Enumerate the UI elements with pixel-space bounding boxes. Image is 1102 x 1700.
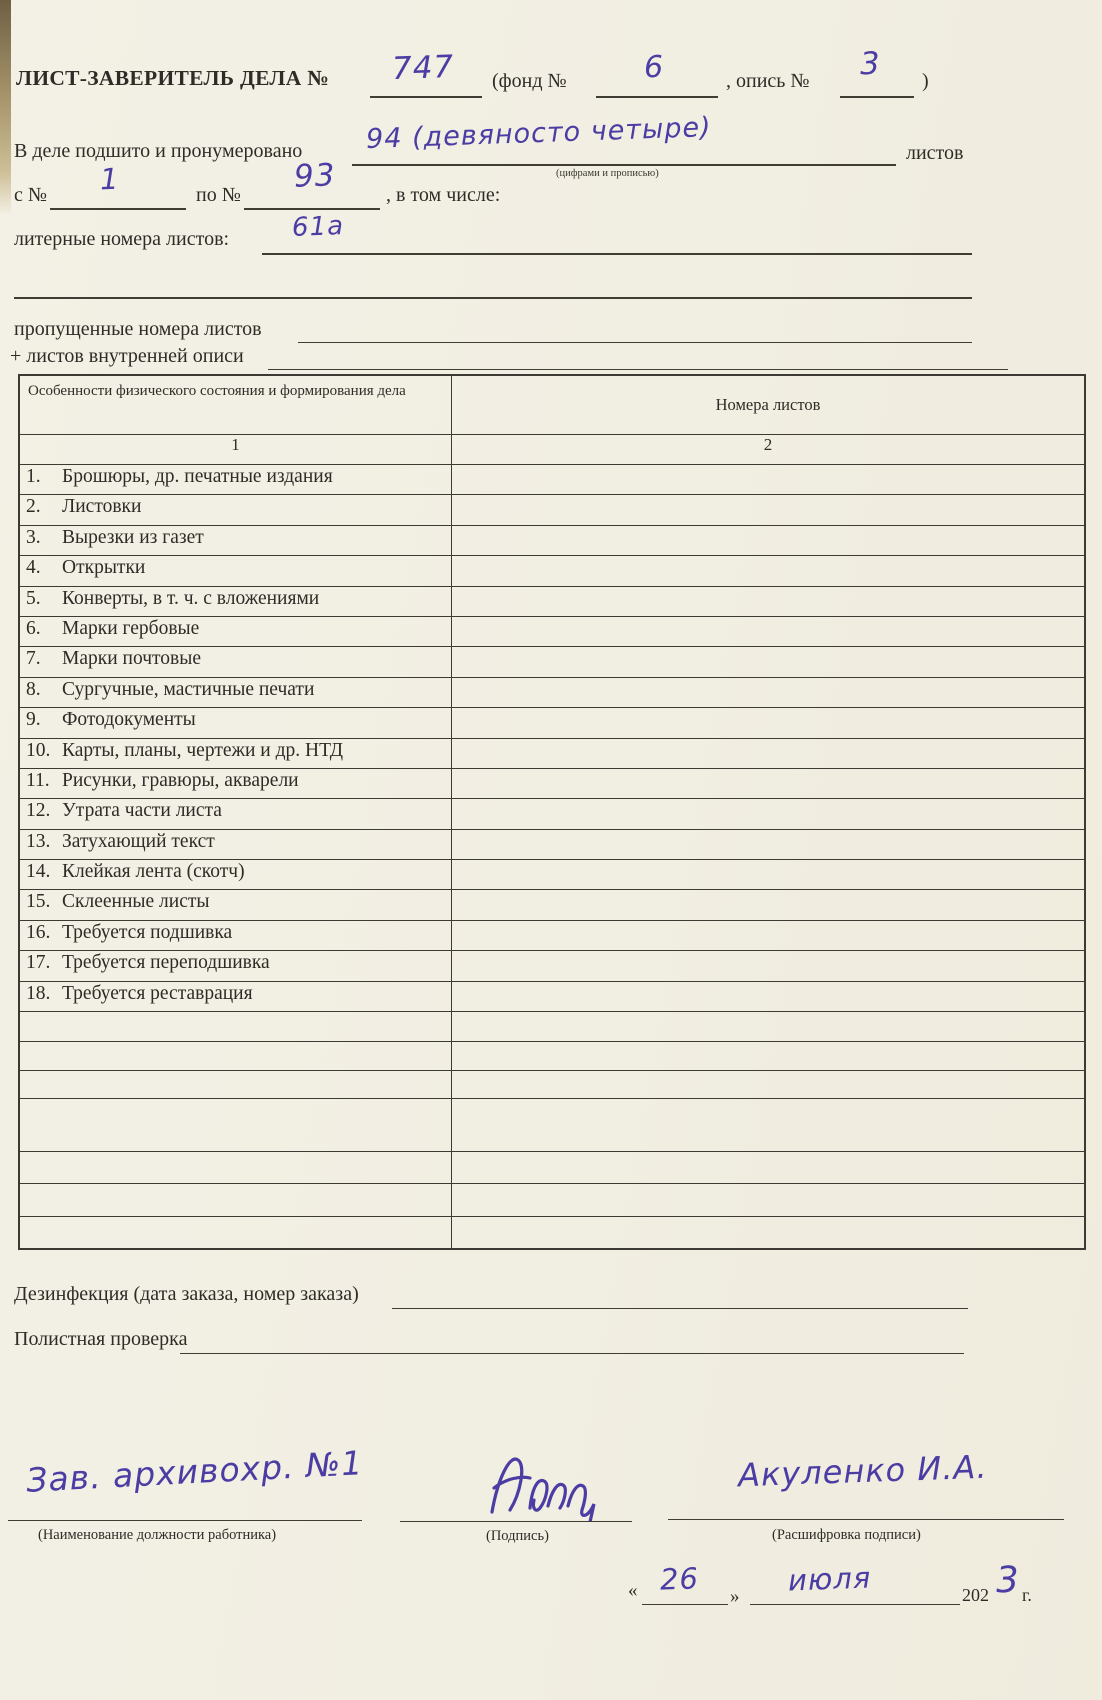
row-label: Склеенные листы (62, 891, 210, 913)
blank-line-case-number (370, 96, 482, 98)
feature-cell-empty (20, 1152, 452, 1183)
col2-number: 2 (763, 435, 773, 454)
feature-cell (20, 678, 452, 707)
row-number: 7. (26, 648, 41, 670)
table-row-empty (20, 1070, 1084, 1098)
sheet-numbers-cell-empty (452, 1217, 1084, 1248)
feature-cell-empty (20, 1217, 452, 1248)
name-line (668, 1519, 1064, 1520)
row-label: Сургучные, мастичные печати (62, 678, 315, 700)
liternye-label: литерные номера листов: (14, 228, 230, 250)
table-body (20, 464, 1084, 1248)
feature-cell (20, 647, 452, 676)
condition-table (18, 374, 1086, 1250)
row-number: 17. (26, 952, 51, 974)
row-number: 8. (26, 678, 41, 700)
blank-line-total (352, 164, 896, 166)
sheet-numbers-cell-empty (452, 1152, 1084, 1183)
row-number: 11. (26, 769, 50, 791)
row-number: 5. (26, 587, 41, 609)
sheet-numbers-cell (452, 739, 1084, 768)
feature-cell (20, 495, 452, 524)
table-row (20, 829, 1084, 859)
blank-line-fond (596, 96, 718, 98)
scan-edge-artifact (0, 0, 11, 215)
table-row (20, 889, 1084, 919)
table-row (20, 950, 1084, 980)
date-day-handwritten: 26 (659, 1561, 700, 1597)
feature-cell (20, 951, 452, 980)
position-caption: (Наименование должности работника) (38, 1527, 277, 1543)
sheet-numbers-cell (452, 556, 1084, 585)
row-number: 15. (26, 891, 51, 913)
table-row (20, 677, 1084, 707)
table-number-row (20, 434, 1084, 464)
blank-line-to (244, 208, 380, 210)
table-row (20, 525, 1084, 555)
table-row (20, 920, 1084, 950)
listov-label: листов (906, 142, 964, 164)
feature-cell (20, 526, 452, 555)
sheet-numbers-cell (452, 526, 1084, 555)
table-row (20, 555, 1084, 585)
row-number: 9. (26, 709, 41, 731)
sheet-numbers-cell (452, 587, 1084, 616)
sheet-numbers-cell-empty (452, 1099, 1084, 1151)
sheet-numbers-cell-empty (452, 1184, 1084, 1216)
disinfection-label: Дезинфекция (дата заказа, номер заказа) (14, 1283, 359, 1305)
col1-header: Особенности физического состояния и формирования дела (20, 376, 452, 434)
sheet-numbers-cell-empty (452, 1042, 1084, 1070)
sheet-numbers-cell (452, 495, 1084, 524)
from-label: с № (14, 184, 47, 206)
blank-line-disinfection (392, 1308, 968, 1309)
row-number: 4. (26, 557, 41, 579)
liternye-value-handwritten: 61а (291, 211, 345, 243)
feature-cell-empty (20, 1071, 452, 1098)
blank-line-continuation (14, 297, 972, 299)
signature-scribble (478, 1448, 608, 1522)
sheet-numbers-cell (452, 465, 1084, 494)
signature-line (400, 1521, 632, 1522)
row-label: Требуется реставрация (62, 982, 253, 1004)
inner-opis-label: + листов внутренней описи (10, 345, 244, 367)
feature-cell-empty (20, 1184, 452, 1216)
table-row (20, 707, 1084, 737)
row-label: Марки гербовые (62, 617, 200, 639)
table-row (20, 738, 1084, 768)
table-row-empty (20, 1216, 1084, 1248)
row-number: 18. (26, 982, 51, 1004)
sheet-numbers-cell (452, 769, 1084, 798)
row-label: Требуется переподшивка (62, 952, 270, 974)
row-label: Открытки (62, 557, 146, 579)
position-line (8, 1520, 362, 1521)
date-open-quote: « (628, 1580, 638, 1601)
date-year-printed: 202 (962, 1585, 989, 1605)
bound-count-label: В деле подшито и пронумеровано (14, 140, 303, 162)
close-paren: ) (922, 70, 929, 92)
row-label: Марки почтовые (62, 648, 201, 670)
col2-header: Номера листов (715, 395, 821, 414)
opis-number-handwritten: 3 (859, 45, 882, 83)
table-header-row (20, 376, 1084, 434)
row-number: 1. (26, 466, 41, 487)
fond-number-handwritten: 6 (643, 49, 665, 86)
row-label: Требуется подшивка (62, 921, 233, 943)
feature-cell (20, 739, 452, 768)
table-row (20, 494, 1084, 524)
missing-sheets-label: пропущенные номера листов (14, 318, 262, 340)
case-number-handwritten: 747 (391, 48, 455, 88)
table-row (20, 768, 1084, 798)
row-label: Брошюры, др. печатные издания (62, 466, 333, 487)
date-close-quote: » (730, 1586, 740, 1607)
feature-cell (20, 769, 452, 798)
signature-caption: (Подпись) (486, 1528, 549, 1544)
feature-cell (20, 617, 452, 646)
row-label: Утрата части листа (62, 800, 222, 822)
row-label: Вырезки из газет (62, 526, 204, 548)
row-label: Листовки (62, 496, 142, 518)
table-row (20, 859, 1084, 889)
sheet-numbers-cell (452, 951, 1084, 980)
table-row-empty (20, 1011, 1084, 1041)
name-caption: (Расшифровка подписи) (772, 1527, 921, 1543)
date-day-line (642, 1604, 728, 1605)
including-label: , в том числе: (386, 184, 501, 206)
feature-cell (20, 556, 452, 585)
row-label: Фотодокументы (62, 709, 196, 731)
row-number: 3. (26, 526, 41, 548)
sheet-numbers-cell (452, 708, 1084, 737)
feature-cell (20, 830, 452, 859)
blank-line-page-check (180, 1353, 964, 1354)
blank-line-from (50, 208, 186, 210)
date-month-handwritten: июля (787, 1560, 872, 1598)
row-number: 2. (26, 496, 41, 518)
sheet-numbers-cell-empty (452, 1012, 1084, 1041)
table-row (20, 646, 1084, 676)
table-row (20, 464, 1084, 494)
position-handwritten: Зав. архивохр. №1 (25, 1443, 365, 1500)
feature-cell (20, 921, 452, 950)
row-number: 10. (26, 739, 51, 761)
feature-cell (20, 860, 452, 889)
table-row-empty (20, 1098, 1084, 1151)
table-row-empty (20, 1151, 1084, 1183)
date-month-line (750, 1604, 960, 1605)
row-number: 16. (26, 921, 51, 943)
row-label: Конверты, в т. ч. с вложениями (62, 587, 320, 609)
feature-cell (20, 982, 452, 1011)
row-number: 12. (26, 800, 51, 822)
to-number-handwritten: 93 (293, 157, 337, 195)
row-label: Клейкая лента (скотч) (62, 861, 245, 883)
feature-cell (20, 465, 452, 494)
page-check-label: Полистная проверка (14, 1328, 188, 1350)
sheet-numbers-cell (452, 617, 1084, 646)
feature-cell (20, 799, 452, 828)
feature-cell-empty (20, 1012, 452, 1041)
total-sheets-handwritten: 94 (девяносто четыре) (365, 111, 713, 156)
opis-label: , опись № (726, 70, 810, 92)
form-title: ЛИСТ-ЗАВЕРИТЕЛЬ ДЕЛА № (16, 66, 330, 90)
blank-line-missing (298, 342, 972, 343)
table-row-empty (20, 1041, 1084, 1070)
date-year-handwritten: 3 (995, 1559, 1021, 1602)
row-number: 14. (26, 861, 51, 883)
row-label: Затухающий текст (62, 830, 215, 852)
table-row (20, 798, 1084, 828)
sheet-numbers-cell (452, 678, 1084, 707)
sheet-numbers-cell (452, 982, 1084, 1011)
to-label: по № (196, 184, 241, 206)
sheet-numbers-cell-empty (452, 1071, 1084, 1098)
table-row (20, 981, 1084, 1011)
date-year-suffix: г. (1022, 1585, 1032, 1605)
sheet-numbers-cell (452, 921, 1084, 950)
feature-cell (20, 708, 452, 737)
blank-line-liternye (262, 253, 972, 255)
sheet-numbers-cell (452, 890, 1084, 919)
table-row (20, 586, 1084, 616)
table-row (20, 616, 1084, 646)
col1-number: 1 (20, 435, 452, 464)
blank-line-inner-opis (268, 369, 1008, 370)
sheet-numbers-cell (452, 799, 1084, 828)
feature-cell (20, 587, 452, 616)
row-number: 6. (26, 617, 41, 639)
row-label: Карты, планы, чертежи и др. НТД (62, 739, 344, 761)
sheet-numbers-cell (452, 647, 1084, 676)
blank-line-opis (840, 96, 914, 98)
from-number-handwritten: 1 (99, 161, 121, 197)
fond-label: (фонд № (492, 70, 567, 92)
sheet-numbers-cell (452, 830, 1084, 859)
row-label: Рисунки, гравюры, акварели (62, 769, 299, 791)
feature-cell-empty (20, 1099, 452, 1151)
row-number: 13. (26, 830, 51, 852)
hint-digits-words: (цифрами и прописью) (556, 168, 659, 179)
feature-cell (20, 890, 452, 919)
table-row-empty (20, 1183, 1084, 1216)
sheet-numbers-cell (452, 860, 1084, 889)
name-handwritten: Акуленко И.А. (737, 1447, 989, 1495)
feature-cell-empty (20, 1042, 452, 1070)
